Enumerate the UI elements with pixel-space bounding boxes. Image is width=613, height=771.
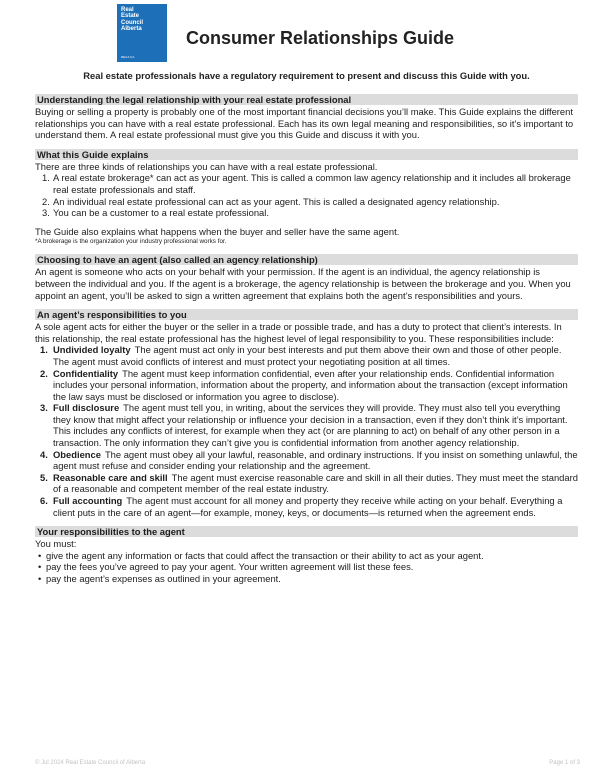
section-intro: A sole agent acts for either the buyer or the seller in a trade or possible trade, and has a duty to protect that client’s interests. In this relationship, the real estate professional has the highest level of legal responsibility to you. These responsibilities include: [35,321,562,344]
list-item [35,561,578,573]
list-item [35,550,578,562]
list-item [35,196,578,208]
list-item [35,207,578,219]
list-item-text: You can be a customer to a real estate professional. [53,207,269,219]
list-item-text: A real estate brokerage* can act as your agent. This is called a common law agency relationship and it includes all brokerage real estate professionals and staff. [53,172,571,195]
footnote: *A brokerage is the organization your industry professional works for. [35,238,227,246]
list-item-text: pay the agent’s expenses as outlined in your agreement. [46,573,281,584]
list-number: 3. [42,207,50,219]
section-what-guide-explains [35,149,578,247]
responsibility-term: Full accounting [53,495,123,507]
agent-responsibilities-list [35,344,578,518]
reca-logo [117,4,167,62]
list-item-text: The agent must tell you, in writing, about the services they will provide. They must also tell you everything they know that might affect your relationship or influence your decision in a transaction, even if they don’t think it’s important. This includes any conflicts of interest, for example when they act (or are planning to act) on behalf of any other person in a transaction. The only information they can’t give you is confidential information from another agency relationship. [53,402,568,449]
list-item-text: The agent must exercise reasonable care and skill in all their duties. They must meet the standard of a reasonable and competent member of the real estate industry. [53,471,578,495]
relationship-kinds-list [35,172,578,218]
list-item-text: pay the fees you’ve agreed to pay your agent. Your written agreement will list these fees. [46,561,414,573]
list-item [35,472,578,495]
list-number: 5. [40,471,48,483]
responsibility-term: Reasonable care and skill [53,471,168,483]
list-item-text: The agent must account for all money and property they receive while acting on your behalf. Everything a client puts in the care of an agent—for example, money, keys, or documents—is returned when the agreement ends. [53,495,563,518]
list-number: 2. [42,195,50,207]
guide-content [35,94,578,593]
section-outro: The Guide also explains what happens when the buyer and seller have the same agent. [35,225,400,237]
section-legal-relationship [35,94,578,141]
page-title: Consumer Relationships Guide [186,28,455,48]
list-item [35,344,578,367]
list-item [35,402,578,448]
responsibility-term: Undivided loyalty [53,344,131,356]
page-number: Page 1 of 3 [549,760,580,766]
list-item [35,172,578,195]
list-number: 1. [42,172,50,184]
section-body: Buying or selling a property is probably one of the most important financial decisions you’ll make. This Guide explains the different relationships you can have with a real estate professional. Each has its own legal meaning and responsibilities, so it’s important to understand them. A real estate professional must give you this Guide and discuss it with you. [35,106,574,141]
list-item [35,449,578,472]
section-agent-responsibilities [35,309,578,518]
page-subtitle: Real estate professionals have a regulatory requirement to present and discuss this Guide with you. [83,70,530,81]
list-number: 6. [40,495,48,507]
section-intro: You must: [35,538,77,550]
section-your-responsibilities [35,526,578,584]
footer-copyright: © Jul 2024 Real Estate Council of Alberta [35,760,146,766]
bullet: • [38,549,42,561]
list-item-text: An individual real estate professional can act as your agent. This is called a designated agency relationship. [53,195,500,207]
page-footer [35,760,580,766]
list-item-text: The agent must obey all your lawful, reasonable, and ordinary instructions. If you insist on something unlawful, the agent must refuse and consider ending your relationship and the agreement. [53,448,578,472]
section-heading: Choosing to have an agent (also called an agency relationship) [35,254,578,265]
section-heading: What this Guide explains [35,149,578,160]
list-item [35,573,578,585]
list-number: 1. [40,344,48,356]
list-number: 3. [40,402,48,414]
bullet: • [38,561,42,573]
list-item [35,495,578,518]
section-choosing-agent [35,254,578,301]
logo-tag: RECA.CA [121,55,135,59]
list-item-text: give the agent any information or facts that could affect the transaction or their ability to act as your agent. [46,549,484,561]
list-number: 4. [40,448,48,460]
logo-text: Real Estate Council Alberta [121,7,143,32]
section-body: An agent is someone who acts on your behalf with your permission. If the agent is an individual, the agency relationship is between the individual and you. If the agent is a brokerage, the agency relationship is between the brokerage and you. When you appoint an agent, you’ll be asked to sign a written agreement that explains both the agent’s responsibilities and yours. [35,266,571,301]
section-intro: There are three kinds of relationships you can have with a real estate professional. [35,160,378,172]
section-heading: Your responsibilities to the agent [35,526,578,537]
responsibility-term: Full disclosure [53,402,120,414]
bullet: • [38,573,42,584]
section-heading: Understanding the legal relationship with your real estate professional [35,94,578,105]
your-responsibilities-list [35,550,578,585]
list-item-text: The agent must keep information confidential, even after your relationship ends. Confidential information includes your personal information, information about the property, and information about the transaction (except information the law says must be disclosed or information you agree to disclose). [53,367,568,402]
list-item [35,368,578,403]
responsibility-term: Obedience [53,448,101,460]
list-item-text: The agent must act only in your best interests and put them above their own and those of other people. The agent must avoid conflicts of interest and must protect your negotiating position at all times. [53,344,562,367]
section-heading: An agent’s responsibilities to you [35,309,578,320]
responsibility-term: Confidentiality [53,367,119,379]
list-number: 2. [40,367,48,379]
